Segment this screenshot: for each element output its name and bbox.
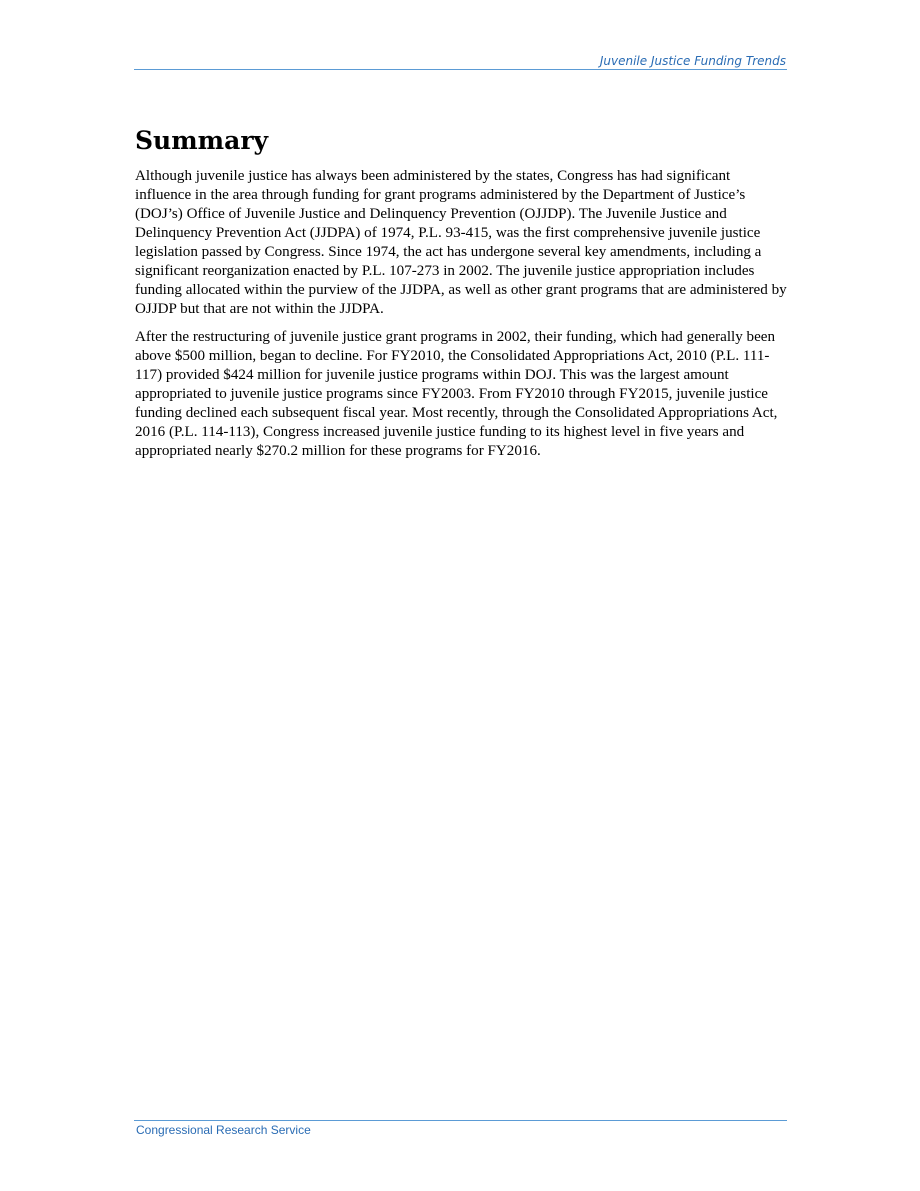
footer-divider (134, 1120, 787, 1121)
summary-paragraph-1: Although juvenile justice has always been administered by the states, Congress has had significant influence in the area through funding for grant programs administered by the Department of Justice’s (DOJ’s) Office of Juvenile Justice and Delinquency Prevention (OJJDP). The Juvenile Justice and Delinquency Prevention Act (JJDPA) of 1974, P.L. 93-415, was the first comprehensive juvenile justice legislation passed by Congress. Since 1974, the act has undergone several key amendments, including a significant reorganization enacted by P.L. 107-273 in 2002. The juvenile justice appropriation includes funding allocated within the purview of the JJDPA, as well as other grant programs that are administered by OJJDP but that are not within the JJDPA. (135, 168, 787, 317)
summary-section (135, 124, 787, 461)
footer-organization: Congressional Research Service (136, 1123, 311, 1137)
header-divider (134, 69, 787, 70)
section-title: Summary (135, 126, 269, 155)
running-header-title: Juvenile Justice Funding Trends (599, 54, 786, 68)
summary-paragraph-2: After the restructuring of juvenile justice grant programs in 2002, their funding, which had generally been above $500 million, began to decline. For FY2010, the Consolidated Appropriations Act, 2010 (P.L. 111-117) provided $424 million for juvenile justice programs within DOJ. This was the largest amount appropriated to juvenile justice programs since FY2003. From FY2010 through FY2015, juvenile justice funding declined each subsequent fiscal year. Most recently, through the Consolidated Appropriations Act, 2016 (P.L. 114-113), Congress increased juvenile justice funding to its highest level in five years and appropriated nearly $270.2 million for these programs for FY2016. (135, 329, 778, 459)
